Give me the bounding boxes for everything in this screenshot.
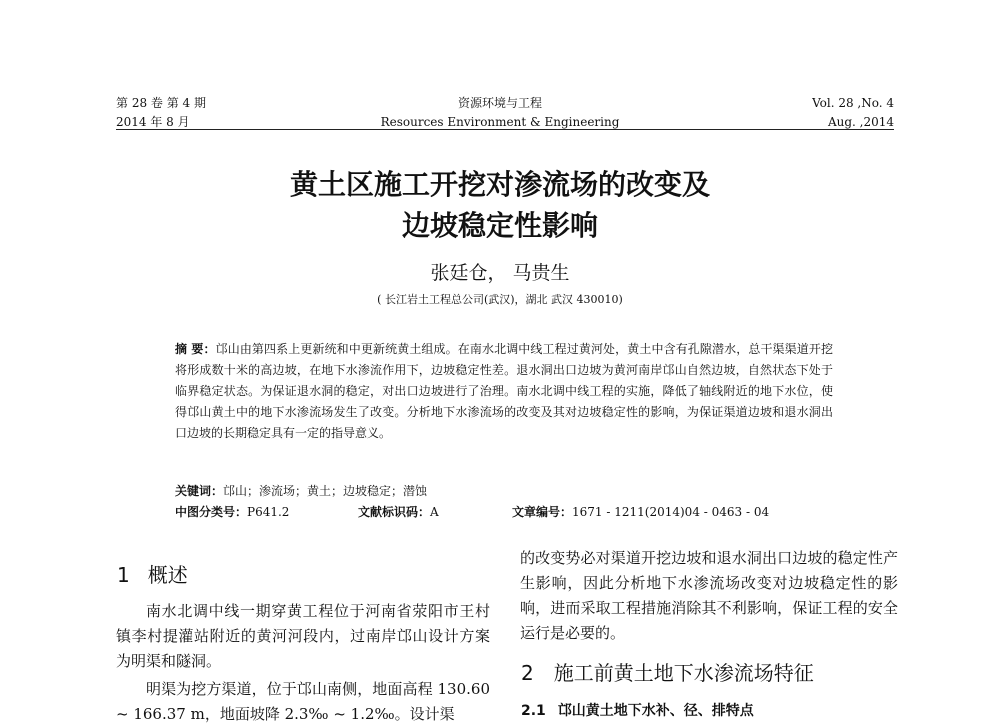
abstract-text: 邙山由第四系上更新统和中更新统黄土组成。在南水北调中线工程过黄河处，黄土中含有孔隙潜水，总干渠渠道开挖将形成数十米的高边坡，在地下水渗流作用下，边坡稳定性差。退水洞出口边坡为黄河南岸邙山自然边坡，自然状态下处于临界稳定状态。为保证退水洞的稳定，对出口边坡进行了治理。南水北调中线工程的实施，降低了轴线附近的地下水位，使得邙山黄土中的地下水渗流场发生了改变。分析地下水渗流场的改变及其对边坡稳定性的影响，为保证渠道边坡和退水洞出口边坡的长期稳定具有一定的指导意义。 [175,342,833,440]
affiliation: ( 长江岩土工程总公司(武汉)，湖北 武汉 430010) [377,293,623,306]
journal-volume: 第 28 卷 第 4 期 [116,96,206,110]
clc-value: P641.2 [247,505,290,519]
section-2-number: 2 [521,661,534,685]
article-no-value: 1671 - 1211(2014)04 - 0463 - 04 [572,505,770,519]
abstract [175,339,833,444]
header-rule [116,129,894,130]
section-2-heading [521,659,814,687]
journal-date: 2014 年 8 月 [116,115,190,129]
journal-name-en: Resources Environment & Engineering [380,115,620,129]
section-1-number: 1 [117,563,130,587]
volume-en: Vol. 28 ,No. 4 [812,96,894,110]
title-line-1: 黄土区施工开挖对渗流场的改变及 [289,168,710,201]
clc-label: 中图分类号： [175,505,248,519]
doc-code-label: 文献标识码： [358,505,431,519]
subsection-2-1-number: 2.1 [521,703,546,719]
abstract-label: 摘 要： [175,342,216,356]
keywords-label: 关键词： [175,484,224,498]
keywords-line [175,482,427,500]
doc-code-line [358,503,439,521]
journal-name-cn: 资源环境与工程 [457,96,542,110]
article-no-label: 文章编号： [512,505,573,519]
section-1-paragraph-1: 南水北调中线一期穿黄工程位于河南省荥阳市王村镇李村提灌站附近的黄河河段内，过南岸邙山设计方案为明渠和隧洞。 [116,602,490,670]
section-1-paragraph-2: 明渠为挖方渠道，位于邙山南侧，地面高程 130.60 ~ 166.37 m，地面坡降 2.3‰ ~ 1.2‰。设计渠 [116,680,490,723]
section-1-heading [117,561,188,589]
title-line-2: 边坡稳定性影响 [401,209,598,242]
right-paragraph-1: 的改变势必对渠道开挖边坡和退水洞出口边坡的稳定性产生影响，因此分析地下水渗流场改变对边坡稳定性的影响，进而采取工程措施消除其不利影响，保证工程的安全运行是必要的。 [520,549,898,642]
authors: 张廷仓， 马贵生 [430,262,570,284]
keywords: 邙山；渗流场；黄土；边坡稳定；潜蚀 [223,484,428,498]
subsection-2-1-heading [521,702,754,720]
section-2-title: 施工前黄土地下水渗流场特征 [553,661,814,685]
clc-line [175,503,289,521]
doc-code-value: A [430,505,439,519]
section-1-title: 概述 [147,563,188,587]
subsection-2-1-title: 邙山黄土地下水补、径、排特点 [557,703,754,719]
article-no-line [512,503,769,521]
date-en: Aug. ,2014 [827,115,894,129]
